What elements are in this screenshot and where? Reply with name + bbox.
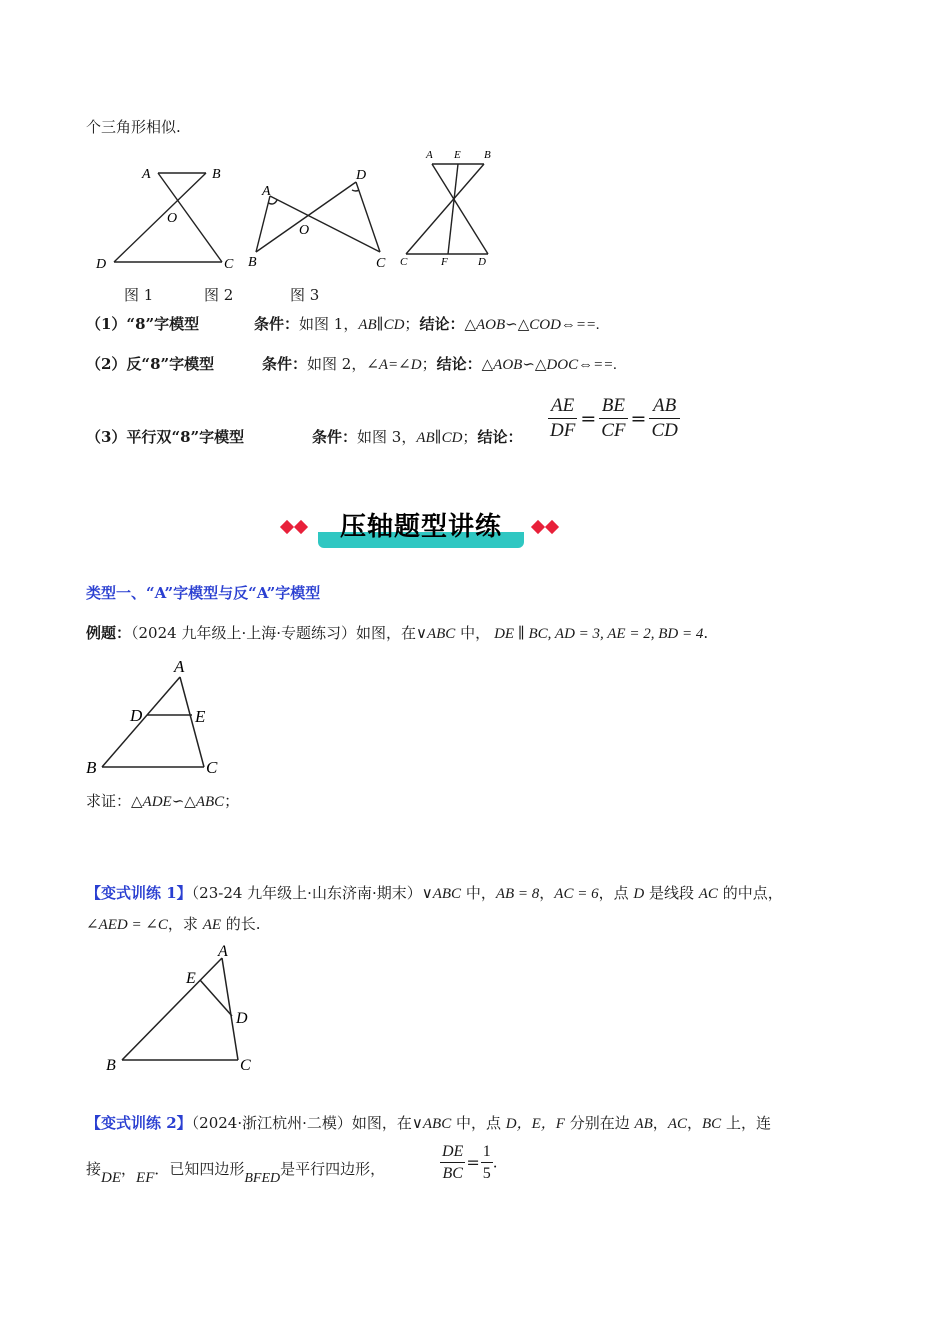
model-1-title: （1）“8”字模型 <box>86 315 200 333</box>
variant-1-ab: AB = 8 <box>495 886 540 902</box>
fig1-label-b: B <box>212 167 221 182</box>
model-1-sep: ； <box>404 315 420 333</box>
model-2-cond-text: 如图 2， <box>307 355 367 373</box>
example-mid: 中， <box>455 624 491 642</box>
figure-3 <box>396 146 500 270</box>
variant-2-quad: BFED <box>244 1171 281 1186</box>
example-label-a: A <box>174 657 185 676</box>
variant-1-text: ， <box>539 884 555 902</box>
example-prove <box>86 790 239 813</box>
equals-sign: = <box>466 1153 480 1172</box>
variant-1-label-c: C <box>240 1057 251 1074</box>
section-banner: 压轴题型讲练 <box>318 510 524 548</box>
variant-2-side-bc: BC <box>702 1116 722 1132</box>
model-1-concl-label: 结论： <box>419 315 465 333</box>
example-figure <box>84 655 234 780</box>
variant-1-label: 【变式训练 1】 <box>86 884 192 902</box>
fig1-label-d: D <box>96 257 107 272</box>
variant-2-de: DE <box>101 1170 122 1186</box>
model-3 <box>86 426 522 449</box>
diamond-icon <box>294 520 308 534</box>
example-label-b: B <box>86 758 97 777</box>
model-1-concl-math: △AOB∽△COD⇔==. <box>464 317 600 333</box>
variant-1-angle: ∠AED = ∠C <box>86 917 168 933</box>
variant-2-text: 上，连 <box>721 1114 771 1132</box>
fraction-ab-cd: $\frac{AB}{CD}$ <box>651 395 678 441</box>
variant-2-text: 中，点 <box>451 1114 506 1132</box>
model-3-concl-label: 结论： <box>477 428 523 446</box>
model-2-cond-math: ∠A=∠D <box>366 357 422 373</box>
variant-2-line-2 <box>86 1158 386 1186</box>
variant-1-triangle: ∨ABC <box>421 886 462 902</box>
model-3-cond-label: 条件： <box>312 428 358 446</box>
equals-sign: = <box>630 407 647 430</box>
variant-2-ef: EF <box>136 1170 155 1186</box>
variant-1-text: 是线段 <box>644 884 699 902</box>
variant-2-side-ab: AB <box>634 1116 653 1132</box>
variant-1-line-2 <box>86 913 261 936</box>
variant-1-text: ，点 <box>598 884 634 902</box>
variant-2-points: D，E，F <box>505 1116 565 1132</box>
fig2-label-c: C <box>376 256 386 271</box>
variant-2-text: 接 <box>86 1160 102 1178</box>
fig2-caption: 图 2 <box>204 286 234 304</box>
fig2-label-o: O <box>299 223 310 238</box>
fig1-label-o: O <box>167 211 178 226</box>
example-given: DE ∥ BC, AD = 3, AE = 2, BD = 4 <box>494 626 704 642</box>
fraction-ae-df: $\frac{AE}{DF}$ <box>550 395 576 441</box>
model-2-sep: ； <box>421 355 437 373</box>
variant-1-label-d: D <box>236 1010 248 1027</box>
example-problem <box>86 622 708 645</box>
diamond-icon <box>531 520 545 534</box>
fig2-label-d: D <box>356 168 367 183</box>
model-3-conclusion-fractions <box>548 394 680 443</box>
variant-1-segment-ac: AC <box>698 886 718 902</box>
fraction-one-fifth: $\frac{1}{5}$ <box>482 1143 491 1182</box>
variant-1-figure <box>104 940 264 1080</box>
fig1-caption: 图 1 <box>124 286 154 304</box>
model-1-cond-label: 条件： <box>254 315 300 333</box>
variant-2-text: ．已知四边形 <box>154 1160 245 1178</box>
prove-end: ； <box>224 792 240 810</box>
figure-1 <box>90 160 240 275</box>
model-2 <box>86 353 617 376</box>
model-3-cond-text: 如图 3， <box>357 428 417 446</box>
equals-sign: = <box>580 407 597 430</box>
model-3-sep: ； <box>462 428 478 446</box>
variant-1-source: （23-24 九年级上·山东济南·期末） <box>191 884 422 902</box>
variant-2-comma: ， <box>121 1160 137 1178</box>
model-2-concl-math: △AOB∽△DOC⇔==. <box>481 357 618 373</box>
variant-1-label-e: E <box>186 970 196 987</box>
variant-1-ac: AC = 6 <box>554 886 599 902</box>
example-source: （2024 九年级上·上海·专题练习）如图，在 <box>131 624 416 642</box>
variant-2-side-ac: AC <box>667 1116 687 1132</box>
fig2-label-a: A <box>262 184 271 199</box>
variant-1-text: 中， <box>461 884 496 902</box>
model-3-cond-math: AB∥CD <box>416 430 463 446</box>
variant-2-text: 分别在边 <box>564 1114 635 1132</box>
fig3-label-f: F <box>441 256 448 268</box>
fig3-label-b: B <box>484 149 491 161</box>
variant-2-label: 【变式训练 2】 <box>86 1114 192 1132</box>
variant-1-line-1 <box>86 882 783 905</box>
fig2-label-b: B <box>248 255 257 270</box>
fig3-label-a: A <box>426 149 433 161</box>
fig1-label-a: A <box>142 167 151 182</box>
fraction-be-cf: $\frac{BE}{CF}$ <box>601 395 626 441</box>
variant-2-end: . <box>492 1153 498 1172</box>
fig1-label-c: C <box>224 257 234 272</box>
intro-text: 个三角形相似. <box>86 118 181 136</box>
variant-1-label-b: B <box>106 1057 116 1074</box>
variant-1-ae: AE <box>202 917 222 933</box>
prove-math: △ADE∽△ABC <box>131 794 225 810</box>
example-triangle: ∨ABC <box>416 626 456 642</box>
model-2-concl-label: 结论： <box>436 355 482 373</box>
fraction-de-bc: $\frac{DE}{BC}$ <box>442 1143 464 1182</box>
example-label-d: D <box>130 706 143 725</box>
model-3-title: （3）平行双“8”字模型 <box>86 428 245 446</box>
fig3-label-c: C <box>400 256 408 268</box>
model-1-cond-text: 如图 1， <box>299 315 359 333</box>
section-heading: 类型一、“A”字模型与反“A”字模型 <box>86 584 321 602</box>
diamond-icon <box>545 520 559 534</box>
variant-2-triangle: ∨ABC <box>411 1116 452 1132</box>
variant-1-label-a: A <box>218 943 228 960</box>
example-label-e: E <box>195 707 206 726</box>
example-label-c: C <box>206 758 218 777</box>
model-2-title: （2）反“8”字模型 <box>86 355 215 373</box>
diamond-icon <box>280 520 294 534</box>
variant-1-text: 的长. <box>221 915 261 933</box>
variant-2-comma: ， <box>652 1114 668 1132</box>
example-end: . <box>703 624 709 642</box>
variant-1-text: ，求 <box>167 915 203 933</box>
variant-2-text: 是平行四边形， <box>280 1160 386 1178</box>
variant-1-text: 的中点， <box>717 884 783 902</box>
prove-label: 求证： <box>86 792 132 810</box>
example-label: 例题： <box>86 624 132 642</box>
fig3-caption: 图 3 <box>290 286 320 304</box>
figure-2 <box>244 162 394 274</box>
variant-2-ratio <box>440 1141 498 1184</box>
fig3-label-e: E <box>454 149 461 161</box>
variant-2-source: （2024·浙江杭州·二模）如图，在 <box>191 1114 412 1132</box>
model-1-cond-math: AB∥CD <box>358 317 405 333</box>
variant-1-point-d: D <box>633 886 645 902</box>
model-2-cond-label: 条件： <box>262 355 308 373</box>
variant-2-line-1 <box>86 1112 771 1135</box>
model-1 <box>86 313 600 336</box>
variant-2-comma: ， <box>686 1114 702 1132</box>
fig3-label-d: D <box>478 256 486 268</box>
